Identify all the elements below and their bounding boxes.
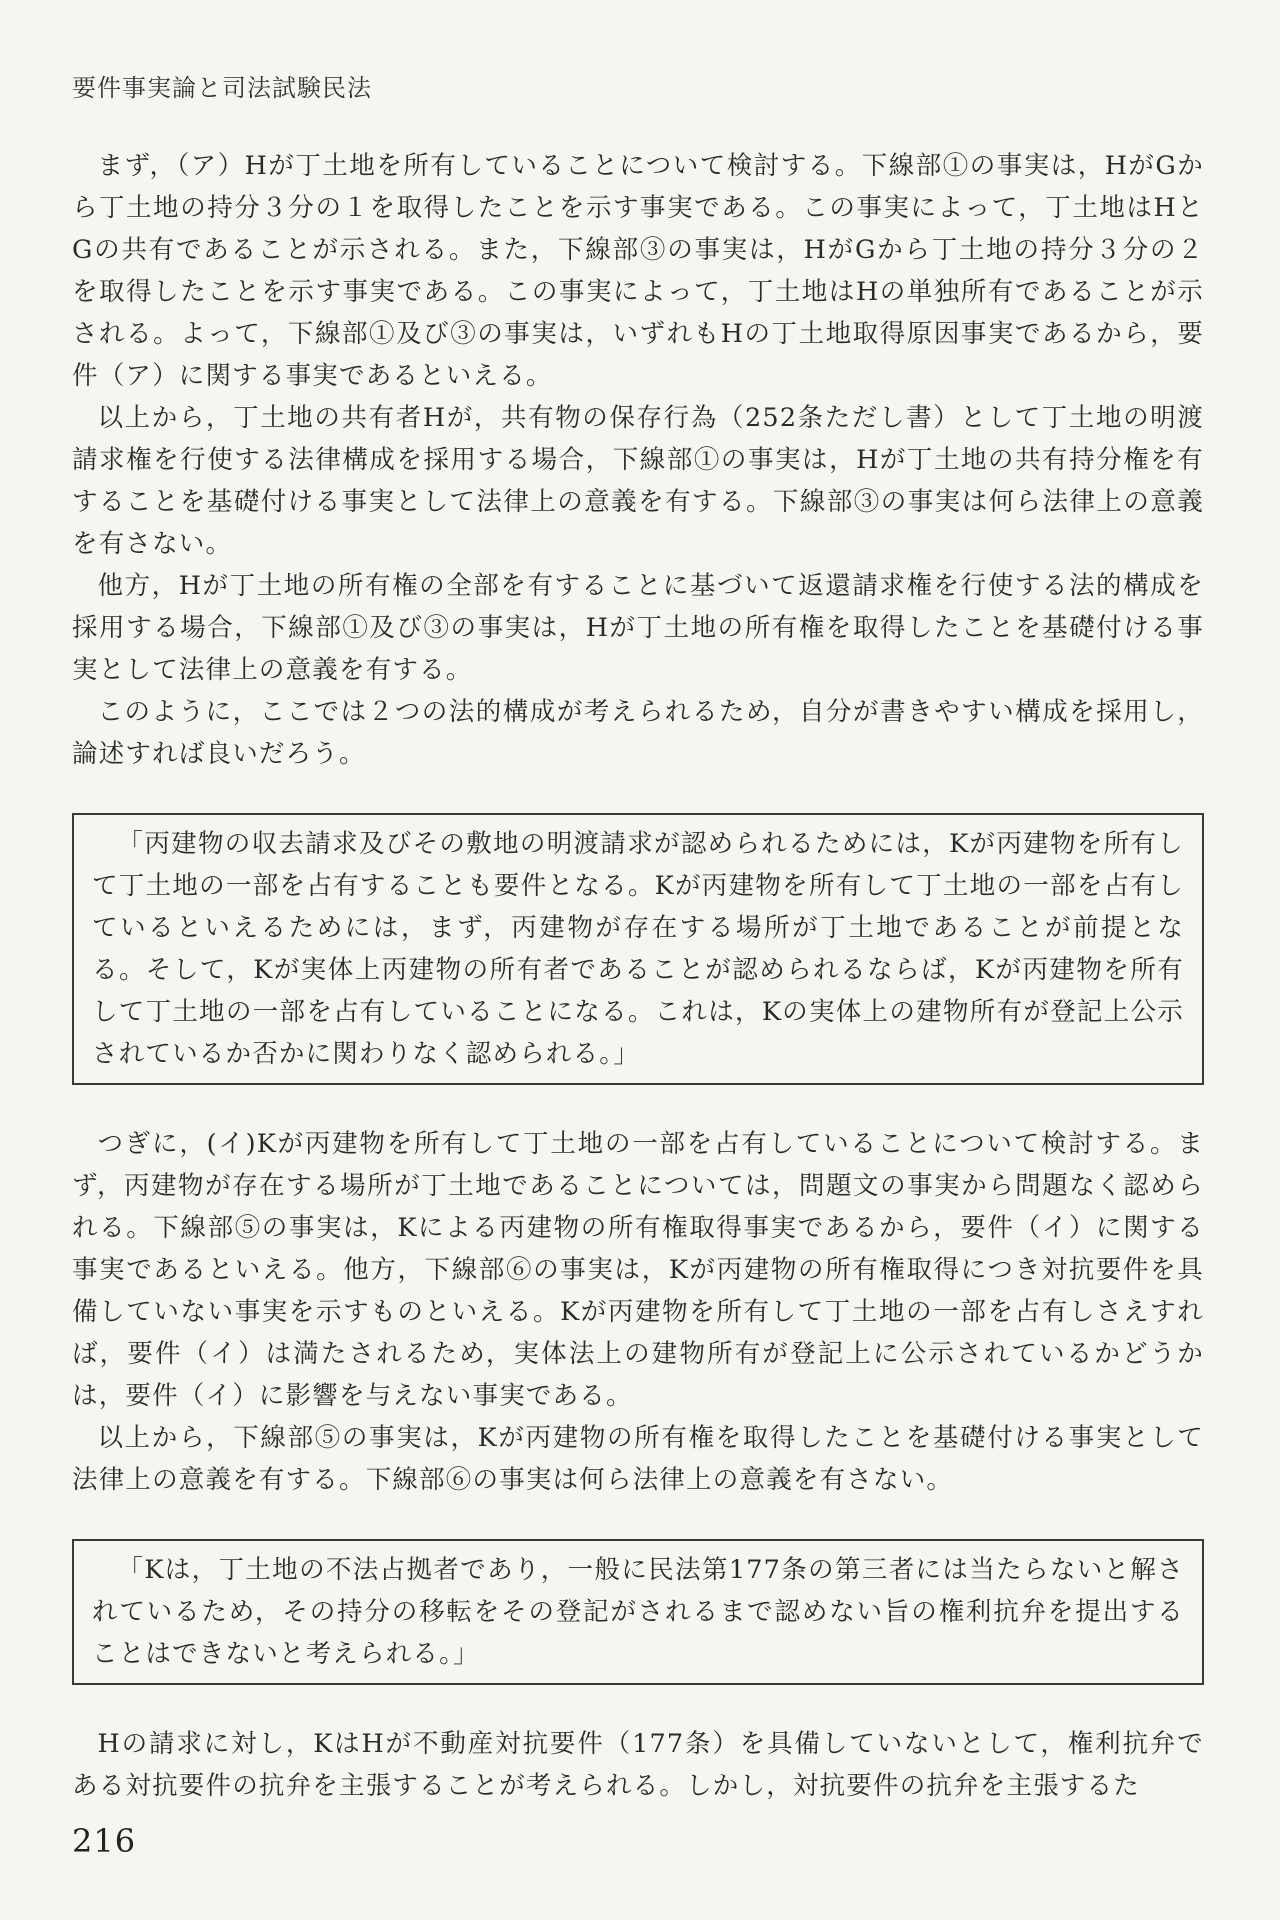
quote-text: 「丙建物の収去請求及びその敷地の明渡請求が認められるためには，Kが丙建物を所有して丁土地の一部を占有することも要件となる。Kが丙建物を所有して丁土地の一部を占有しているといえるためには，まず，丙建物が存在する場所が丁土地であることが前提となる。そして，Kが実体上丙建物の所有者であることが認められるならば，Kが丙建物を所有して丁土地の一部を占有していることになる。これは，Kの実体上の建物所有が登記上公示されているか否かに関わりなく認められる。」	[92, 829, 1184, 1069]
page-number: 216	[72, 1822, 137, 1860]
paragraph: このように，ここでは２つの法的構成が考えられるため，自分が書きやすい構成を採用し，論述すれば良いだろう。	[72, 697, 1204, 769]
paragraph: つぎに，(イ)Kが丙建物を所有して丁土地の一部を占有していることについて検討する。まず，丙建物が存在する場所が丁土地であることについては，問題文の事実から問題なく認められる。下線部⑤の事実は，Kによる丙建物の所有権取得事実であるから，要件（イ）に関する事実であるといえる。他方，下線部⑥の事実は，Kが丙建物の所有権取得につき対抗要件を具備していない事実を示すものといえる。Kが丙建物を所有して丁土地の一部を占有しさえすれば，要件（イ）は満たされるため，実体法上の建物所有が登記上に公示されているかどうかは，要件（イ）に影響を与えない事実である。	[72, 1129, 1204, 1411]
running-header: 要件事実論と司法試験民法	[72, 74, 372, 102]
paragraph: まず，（ア）Hが丁土地を所有していることについて検討する。下線部①の事実は，HがGから丁土地の持分３分の１を取得したことを示す事実である。この事実によって，丁土地はHとGの共有であることが示される。また，下線部③の事実は，HがGから丁土地の持分３分の２を取得したことを示す事実である。この事実によって，丁土地はHの単独所有であることが示される。よって，下線部①及び③の事実は，いずれもHの丁土地取得原因事実であるから，要件（ア）に関する事実であるといえる。	[72, 151, 1204, 391]
paragraph: 他方，Hが丁土地の所有権の全部を有することに基づいて返還請求権を行使する法的構成を採用する場合，下線部①及び③の事実は，Hが丁土地の所有権を取得したことを基礎付ける事実として法律上の意義を有する。	[72, 571, 1204, 685]
paragraph: Hの請求に対し，KはHが不動産対抗要件（177条）を具備していないとして，権利抗弁である対抗要件の抗弁を主張することが考えられる。しかし，対抗要件の抗弁を主張するた	[72, 1729, 1204, 1801]
quote-box	[72, 813, 1204, 1085]
paragraph: 以上から，丁土地の共有者Hが，共有物の保存行為（252条ただし書）として丁土地の明渡請求権を行使する法律構成を採用する場合，下線部①の事実は，Hが丁土地の共有持分権を有することを基礎付ける事実として法律上の意義を有する。下線部③の事実は何ら法律上の意義を有さない。	[72, 403, 1204, 559]
paragraph: 以上から，下線部⑤の事実は，Kが丙建物の所有権を取得したことを基礎付ける事実として法律上の意義を有する。下線部⑥の事実は何ら法律上の意義を有さない。	[72, 1423, 1204, 1495]
quote-box	[72, 1539, 1204, 1685]
page-body	[72, 145, 1204, 1807]
quote-text: 「Kは，丁土地の不法占拠者であり，一般に民法第177条の第三者には当たらないと解されているため，その持分の移転をその登記がされるまで認めない旨の権利抗弁を提出することはできないと考えられる。」	[92, 1555, 1184, 1669]
